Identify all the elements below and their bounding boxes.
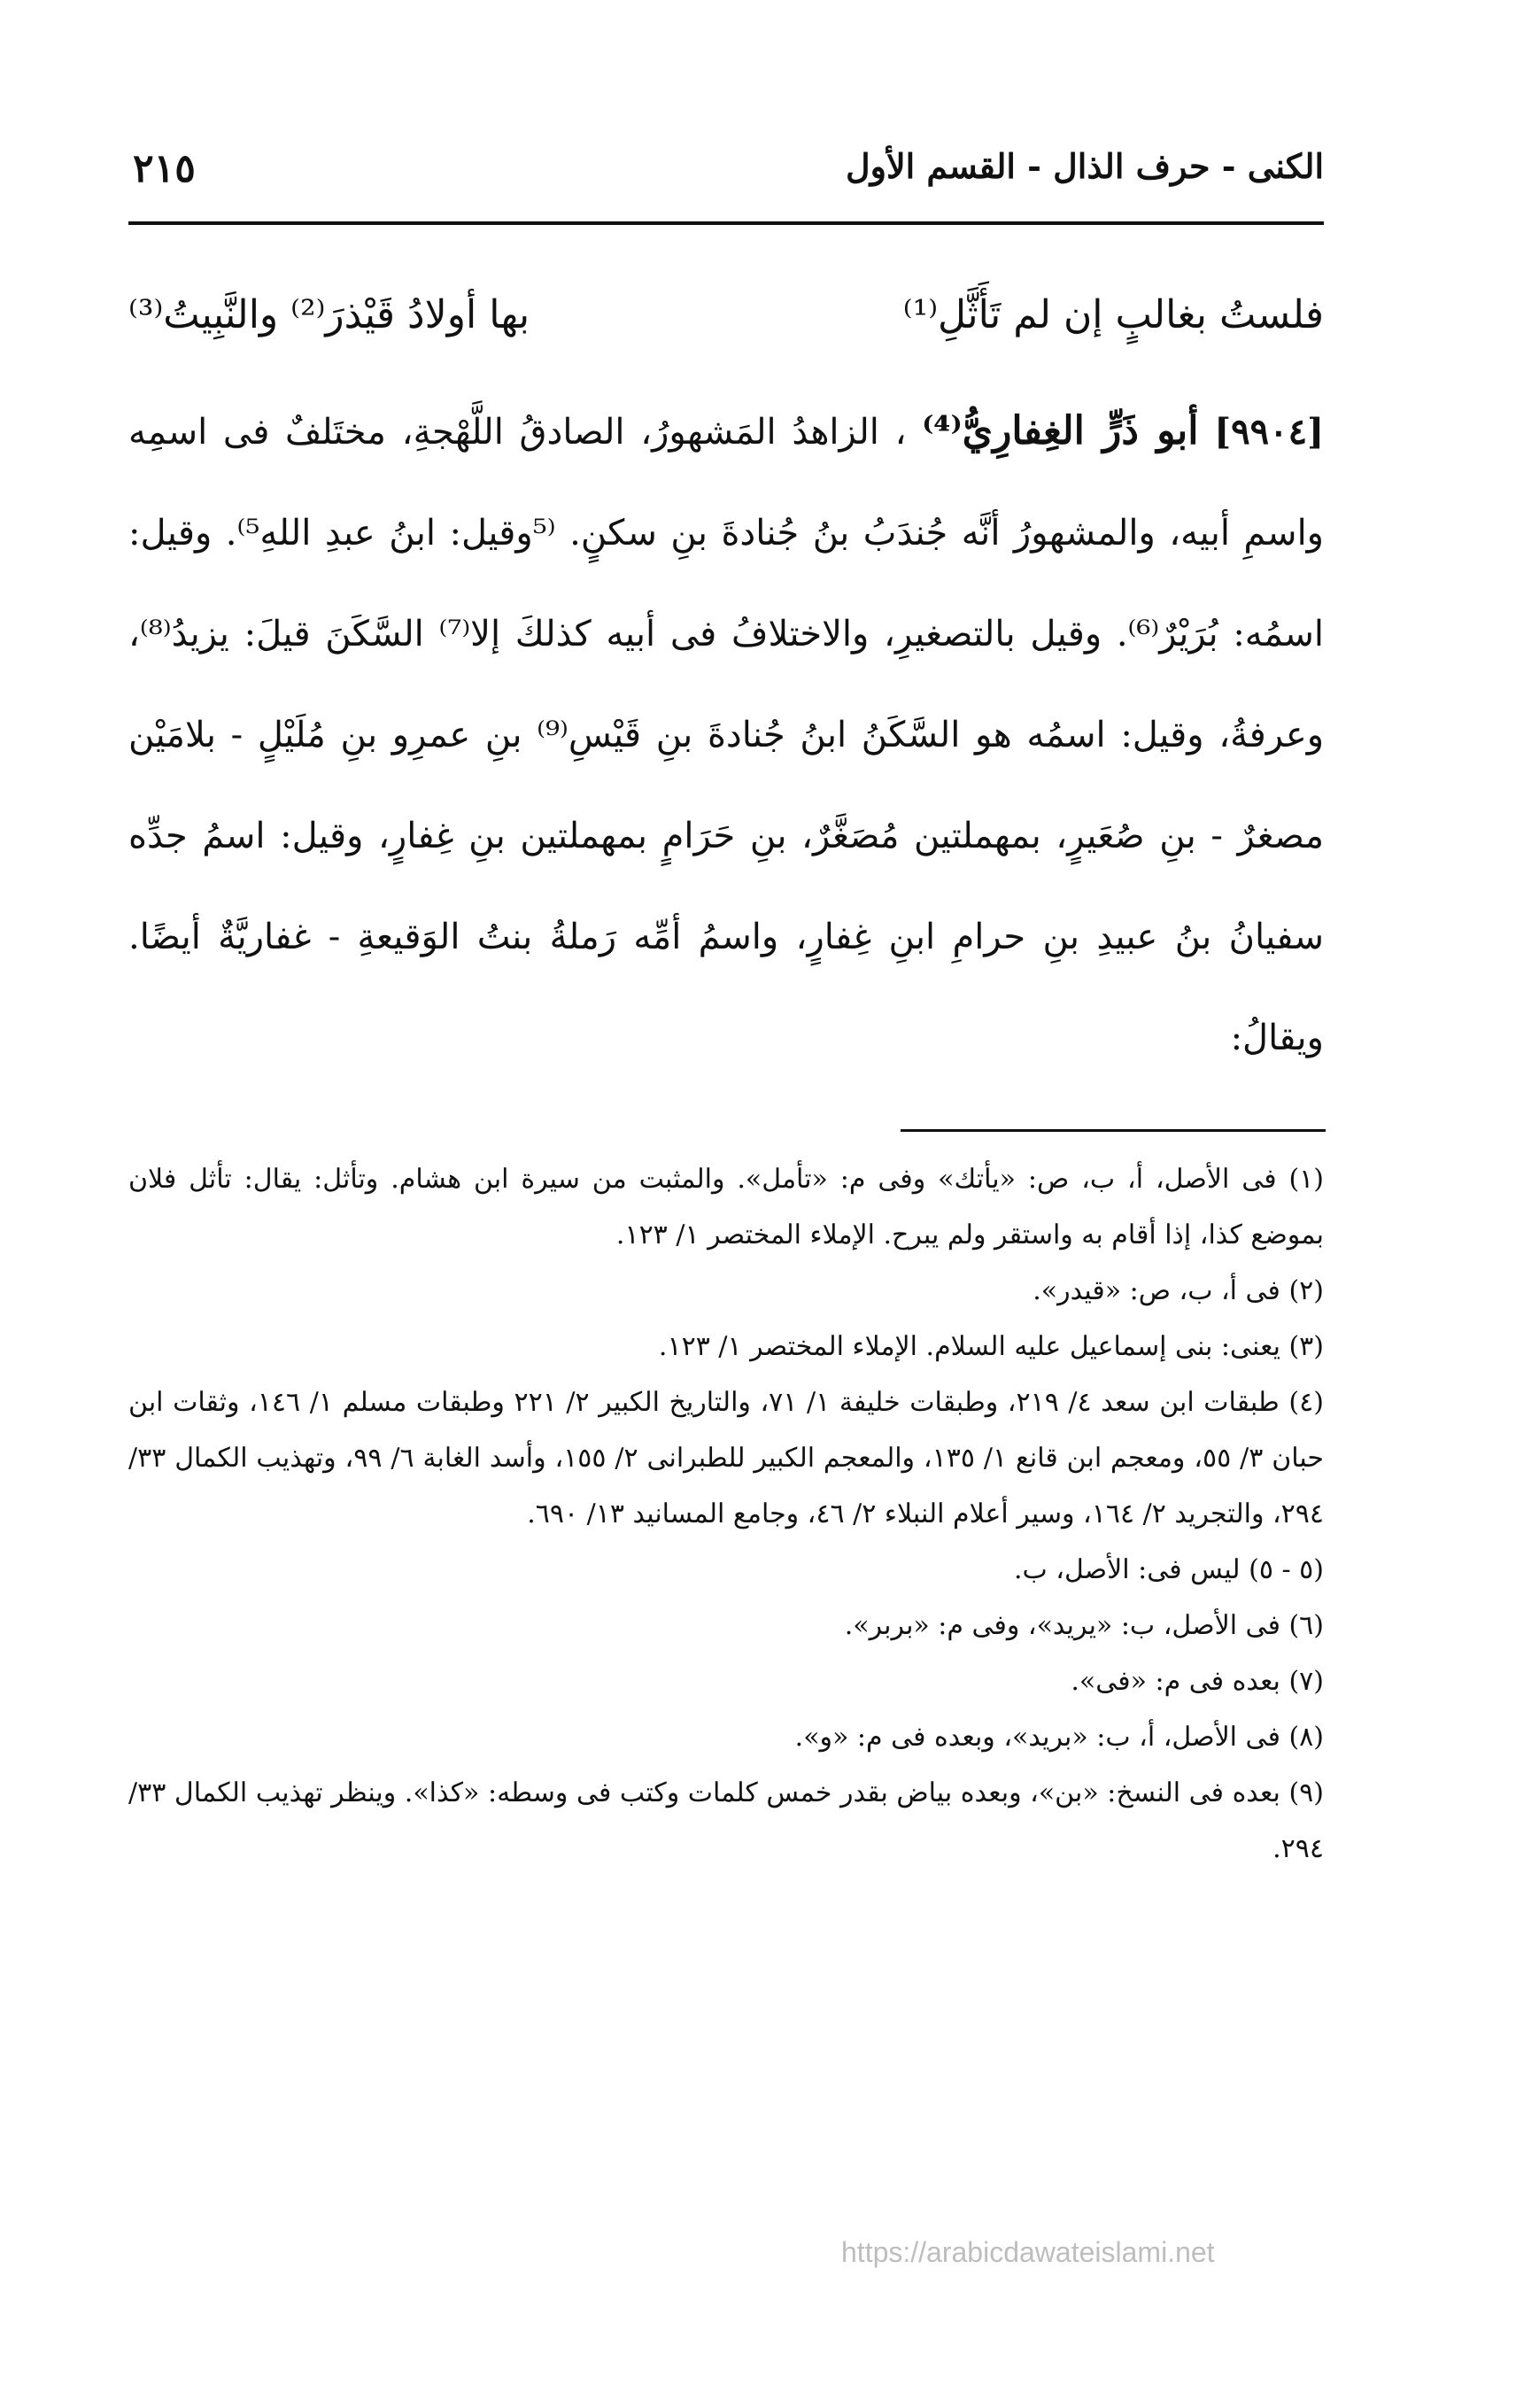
running-title: الكنى - حرف الذال - القسم الأول (845, 146, 1324, 186)
entry-number: [٩٩٠٤] (1214, 411, 1325, 453)
footnote-5: (٥ - ٥) ليس فى: الأصل، ب. (1013, 1554, 1324, 1585)
footnote-divider (901, 1129, 1326, 1132)
entry-text: ، الزاهدُ المَشهورُ، الصادقُ اللَّهْجةِ، مختَلفٌ فى اسمِه واسمِ أبيه، والمشهورُ أنَّه جُندَبُ بنُ جُنادةَ بنِ سكنٍ. ⁽⁵وقيل: ابنُ عبدِ اللهِ⁵⁾. وقيل: اسمُه: بُرَيْرٌ⁽⁶⁾. وقيل بالتصغيرِ، والاختلافُ فى أبيه كذلكَ إلا⁽⁷⁾ السَّكَنَ قيلَ: يزيدُ⁽⁸⁾، وعرفةُ، وقيل: اسمُه هو السَّكَنُ ابنُ جُنادةَ بنِ قَيْسِ⁽⁹⁾ بنِ عمرِو بنِ مُلَيْلٍ - بلامَيْن مصغرٌ - بنِ صُعَيرٍ، بمهملتين مُصَغَّرٌ، بنِ حَرَامٍ بمهملتين بنِ غِفارٍ، وقيل: اسمُ جدِّه سفيانُ بنُ عبيدِ بنِ حرامِ ابنِ غِفارٍ، واسمُ أمِّه رَملةُ بنتُ الوَقيعةِ - غفاريَّةٌ أيضًا. ويقالُ: (128, 412, 1325, 1058)
watermark-url: https://arabicdawateislami.net (841, 2236, 1215, 2268)
footnote-3: (٣) يعنى: بنى إسماعيل عليه السلام. الإملاء المختصر ١/ ١٢٣. (658, 1331, 1324, 1362)
footnote-9: (٩) بعده فى النسخ: «بن»، وبعده بياض بقدر خمس كلمات وكتب فى وسطه: «كذا». وينظر تهذيب الكمال ٣٣/ ٢٩٤. (128, 1777, 1324, 1864)
footnote-8: (٨) فى الأصل، أ، ب: «بريد»، وبعده فى م: «و». (794, 1722, 1324, 1753)
entry-name: أبو ذَرٍّ الغِفارِيُّ⁽⁴⁾ (922, 408, 1199, 453)
page-number: ٢١٥ (133, 146, 196, 191)
footnote-6: (٦) فى الأصل، ب: «يريد»، وفى م: «بربر». (844, 1610, 1324, 1641)
footnote-4: (٤) طبقات ابن سعد ٤/ ٢١٩، وطبقات خليفة ١/ ٧١، والتاريخ الكبير ٢/ ٢٢١ وطبقات مسلم ١/ ١٤٦، وثقات ابن حبان ٣/ ٥٥، ومعجم ابن قانع ١/ ١٣٥، والمعجم الكبير للطبرانى ٢/ ١٥٥، وأسد الغابة ٦/ ٩٩، وتهذيب الكمال ٣٣/ ٢٩٤، والتجريد ٢/ ١٦٤، وسير أعلام النبلاء ٢/ ٤٦، وجامع المسانيد ١٣/ ٦٩٠. (128, 1387, 1324, 1529)
page-header (128, 146, 1324, 199)
footnote-1: (١) فى الأصل، أ، ب، ص: «يأتك» وفى م: «تأمل». والمثبت من سيرة ابن هشام. وتأثل: يقال: تأثل فلان بموضع كذا، إذا أقام به واستقر ولم يبرح. الإملاء المختصر ١/ ١٢٣. (128, 1164, 1324, 1250)
footnote-2: (٢) فى أ، ب، ص: «قيدر». (1033, 1275, 1324, 1306)
footnote-7: (٧) بعده فى م: «فى». (1071, 1666, 1324, 1697)
poetry-verse (128, 266, 1324, 372)
verse-second-hemistich: بها أولادُ قَيْذرَ⁽²⁾ والنَّبِيتُ⁽³⁾ (128, 292, 530, 337)
footnotes (128, 1151, 1324, 1877)
verse-first-hemistich: فلستُ بغالبٍ إن لم تَأَثَّلِ⁽¹⁾ (902, 292, 1324, 337)
entry-paragraph (128, 381, 1324, 1088)
main-body (128, 381, 1324, 1088)
header-divider (128, 221, 1324, 225)
